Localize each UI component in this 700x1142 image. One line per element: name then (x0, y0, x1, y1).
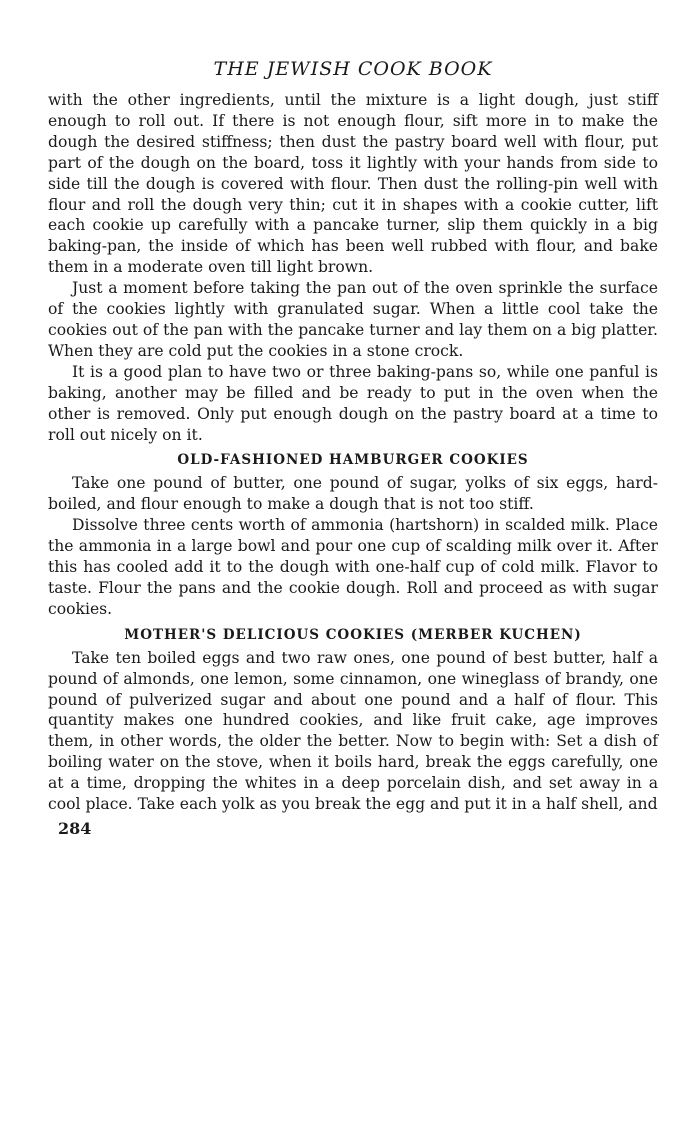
paragraph: with the other ingredients, until the mixture is a light dough, just stiff enough to roll out. If there is not enough flour, sift more in to make the dough the desired stiffness; then dust the pastry board well with flour, put part of the dough on the board, toss it lightly with your hands from side to side till the dough is covered with flour. Then dust the rolling-pin well with flour and roll the dough very thin; cut it in shapes with a cookie cutter, lift each cookie up carefully with a pancake turner, slip them quickly in a big baking-pan, the inside of which has been well rubbed with flour, and bake them in a moderate oven till light brown. (48, 91, 658, 277)
recipe-body-hamburger-cookies (48, 473, 658, 619)
book-page (48, 58, 658, 838)
recipe-body-mothers-cookies (48, 648, 658, 815)
paragraph: Take one pound of butter, one pound of sugar, yolks of six eggs, hard-boiled, and flour enough to make a dough that is not too stiff. (48, 474, 658, 514)
page-number: 284 (58, 819, 92, 838)
recipe-heading-mothers-cookies: MOTHER'S DELICIOUS COOKIES (MERBER KUCHEN) (124, 626, 582, 643)
recipe-heading-hamburger-cookies: OLD-FASHIONED HAMBURGER COOKIES (177, 452, 529, 469)
paragraph: Just a moment before taking the pan out of the oven sprinkle the surface of the cookies lightly with granulated sugar. When a little cool take the cookies out of the pan with the pancake turner and lay them on a big platter. When they are cold put the cookies in a stone crock. (48, 279, 658, 360)
running-head: THE JEWISH COOK BOOK (213, 58, 493, 80)
paragraph: Dissolve three cents worth of ammonia (hartshorn) in scalded milk. Place the ammonia in a large bowl and pour one cup of scalding milk over it. After this has cooled add it to the dough with one-half cup of cold milk. Flavor to taste. Flour the pans and the cookie dough. Roll and proceed as with sugar cookies. (48, 516, 658, 618)
paragraph: It is a good plan to have two or three baking-pans so, while one panful is baking, another may be filled and be ready to put in the oven when the other is removed. Only put enough dough on the pastry board at a time to roll out nicely on it. (48, 362, 658, 444)
continued-recipe-text (48, 90, 658, 445)
paragraph: Take ten boiled eggs and two raw ones, one pound of best butter, half a pound of almonds, one lemon, some cinnamon, one wineglass of brandy, one pound of pulverized sugar and about one pound and a half of flour. This quantity makes one hundred cookies, and like fruit cake, age improves them, in other words, the older the better. Now to begin with: Set a dish of boiling water on the stove, when it boils hard, break the eggs carefully, one at a time, dropping the whites in a deep porcelain dish, and set away in a cool place. Take each yolk as you break the egg and put it in a half shell, and (48, 648, 658, 814)
